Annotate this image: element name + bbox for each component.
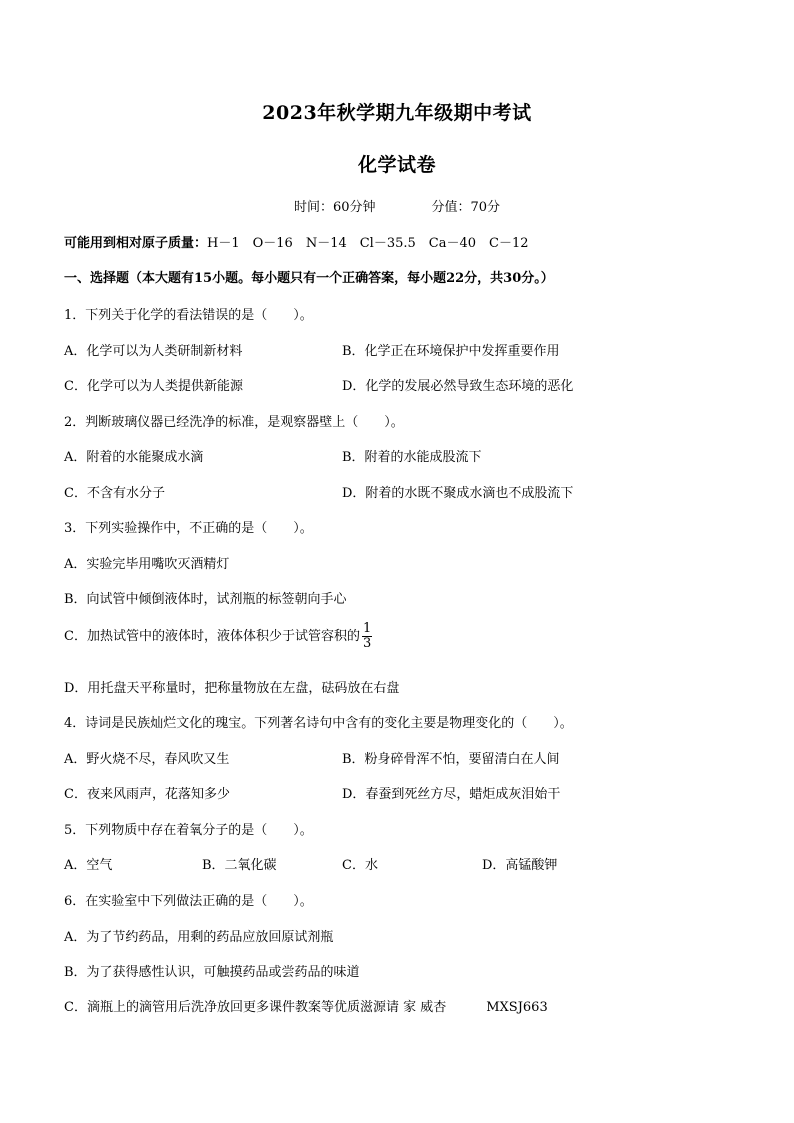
fraction-one-third	[362, 622, 372, 651]
q3-option-c	[64, 622, 372, 651]
question-5-stem: 5．下列物质中存在着氧分子的是（ ）。	[64, 823, 313, 838]
question-4-stem: 4．诗词是民族灿烂文化的瑰宝。下列著名诗句中含有的变化主要是物理变化的（ ）。	[64, 716, 573, 731]
fraction-denominator: 3	[362, 636, 372, 651]
q3-option-a: A．实验完毕用嘴吹灭酒精灯	[64, 557, 230, 572]
exam-score: 分值：70分	[431, 200, 501, 215]
question-3-stem: 3．下列实验操作中，不正确的是（ ）。	[64, 521, 313, 536]
exam-time: 时间：60分钟	[293, 200, 376, 215]
q6-option-a: A．为了节约药品，用剩的药品应放回原试剂瓶	[64, 930, 334, 945]
question-2-stem: 2．判断玻璃仪器已经洗净的标准，是观察器壁上（ ）。	[64, 415, 404, 430]
q5-option-c: C．水	[342, 858, 378, 873]
q6-option-c	[64, 996, 548, 1015]
atomic-masses-label: 可能用到相对原子质量：	[64, 236, 208, 251]
q1-option-a: A．化学可以为人类研制新材料	[64, 344, 243, 359]
q3-option-d: D．用托盘天平称量时，把称量物放在左盘，砝码放在右盘	[64, 681, 400, 696]
q1-option-b: B．化学正在环境保护中发挥重要作用	[342, 344, 560, 359]
q4-option-a: A．野火烧不尽，春风吹又生	[64, 752, 230, 767]
q1-option-d: D．化学的发展必然导致生态环境的恶化	[342, 379, 574, 394]
q5-option-a: A．空气	[64, 858, 113, 873]
q4-option-c: C．夜来风雨声，花落知多少	[64, 787, 230, 802]
q2-option-d: D．附着的水既不聚成水滴也不成股流下	[342, 486, 574, 501]
exam-subtitle: 化学试卷	[357, 154, 436, 176]
question-1-stem: 1．下列关于化学的看法错误的是（ ）。	[64, 308, 313, 323]
q2-option-b: B．附着的水能成股流下	[342, 450, 482, 465]
q3-option-c-text: C．加热试管中的液体时，液体体积少于试管容积的	[64, 629, 360, 644]
q3-option-b: B．向试管中倾倒液体时，试剂瓶的标签朝向手心	[64, 592, 347, 607]
q2-option-c: C．不含有水分子	[64, 486, 165, 501]
fraction-numerator: 1	[362, 621, 372, 636]
atomic-masses-values: H－1 O－16 N－14 Cl－35.5 Ca－40 C－12	[207, 236, 529, 251]
section-heading: 一、选择题（本大题有15小题。每小题只有一个正确答案，每小题22分，共30分。）	[64, 271, 554, 286]
question-6-stem: 6．在实验室中下列做法正确的是（ ）。	[64, 894, 313, 909]
q5-option-d: D．高锰酸钾	[482, 858, 558, 873]
q5-option-b: B．二氧化碳	[202, 858, 277, 873]
exam-title: 2023年秋学期九年级期中考试	[262, 102, 532, 124]
q6-option-b: B．为了获得感性认识，可触摸药品或尝药品的味道	[64, 965, 360, 980]
watermark-code: MXSJ663	[486, 1000, 548, 1015]
q4-option-b: B．粉身碎骨浑不怕，要留清白在人间	[342, 752, 560, 767]
q6-option-c-text: C．滴瓶上的滴管用后洗净放回更多课件教案等优质滋源请 家 威杏	[64, 1000, 447, 1015]
q1-option-c: C．化学可以为人类提供新能源	[64, 379, 243, 394]
q4-option-d: D．春蚕到死丝方尽，蜡炬成灰泪始干	[342, 787, 561, 802]
q2-option-a: A．附着的水能聚成水滴	[64, 450, 204, 465]
exam-meta	[0, 196, 794, 215]
atomic-masses	[64, 232, 529, 251]
